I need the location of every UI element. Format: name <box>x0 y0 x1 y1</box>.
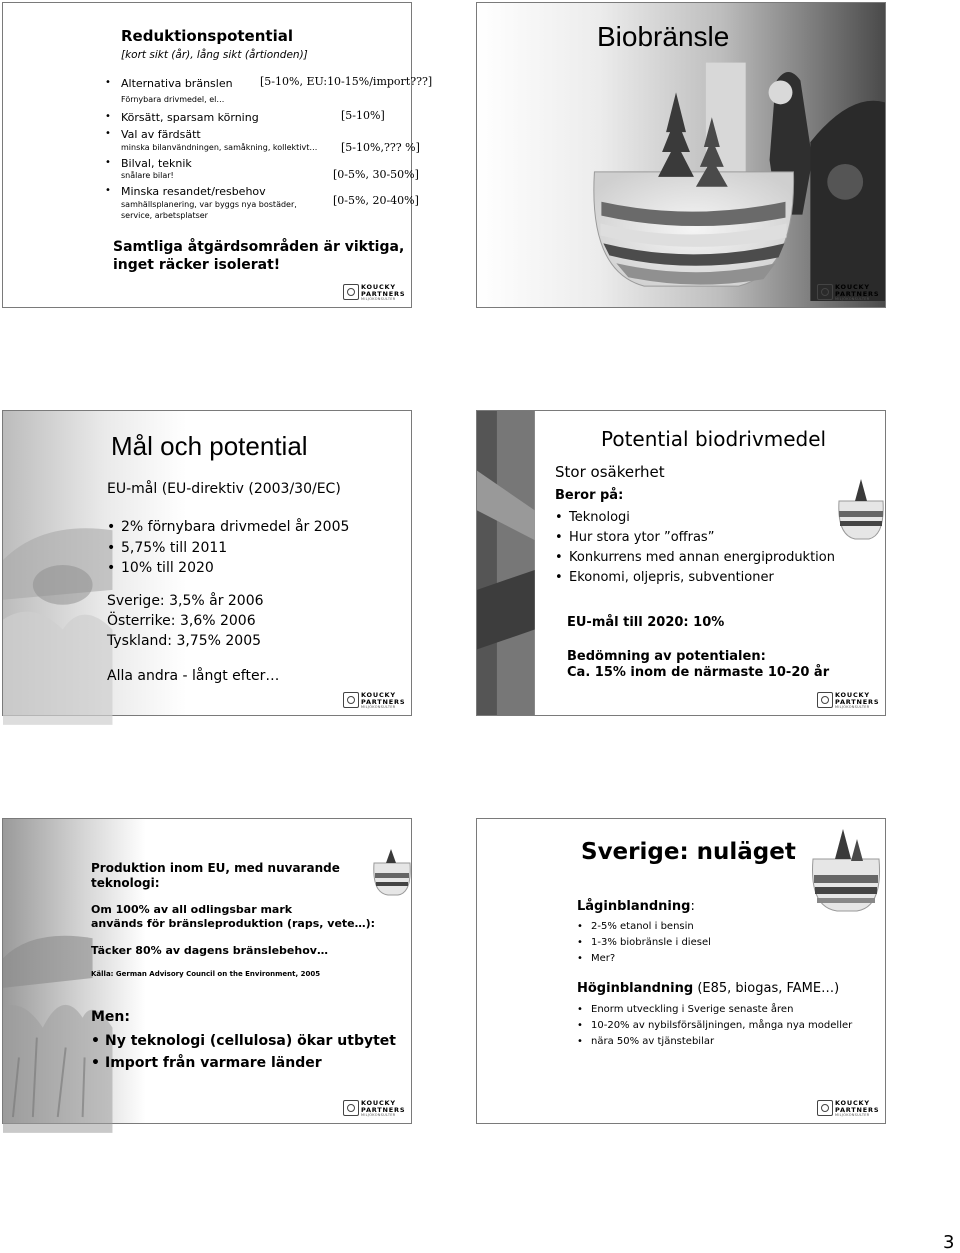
country-line: Österrike: 3,6% 2006 <box>107 613 256 629</box>
assessment-label: Bedömning av potentialen: <box>567 649 766 664</box>
logo-line-1: KOUCKY <box>361 691 396 699</box>
slide-sverige-nulaget <box>476 818 886 1124</box>
men-bullet: • Ny teknologi (cellulosa) ökar utbytet <box>91 1030 396 1052</box>
bullet-dot: • <box>105 111 111 122</box>
bullet-dot: • <box>105 185 111 196</box>
production-line-2: teknologi: <box>91 876 160 890</box>
item-label: Körsätt, sparsam körning <box>121 111 259 124</box>
item-note: samhällsplanering, var byggs nya bostäder, <box>121 200 297 209</box>
jar-thumbnail-image <box>835 471 887 541</box>
logo-line-2: PARTNERS <box>835 290 880 298</box>
low-blend-item: • Mer? <box>577 951 711 967</box>
source-line: Källa: German Advisory Council on the Environment, 2005 <box>91 970 321 978</box>
slide-potential-biodrivmedel <box>476 410 886 716</box>
slide-biobransle <box>476 2 886 308</box>
high-blend-list <box>577 1002 852 1050</box>
logo-line-2: PARTNERS <box>361 1106 406 1114</box>
koucky-logo <box>817 691 880 709</box>
logo-line-2: PARTNERS <box>361 290 406 298</box>
low-blend-heading <box>577 899 695 914</box>
men-bullet-list <box>91 1030 396 1074</box>
bullet-dot: • <box>105 77 111 88</box>
low-blend-colon: : <box>690 899 695 914</box>
slide-title: Biobränsle <box>597 21 730 52</box>
assessment-value: Ca. 15% inom de närmaste 10-20 år <box>567 665 830 680</box>
logo-line-3: MILJÖKONSULTER <box>835 1113 870 1117</box>
item-note: Förnybara drivmedel, el… <box>121 95 225 104</box>
item-label: Alternativa bränslen <box>121 77 233 90</box>
logo-line-2: PARTNERS <box>835 698 880 706</box>
production-line-1: Produktion inom EU, med nuvarande <box>91 861 340 875</box>
logo-mark-icon <box>343 284 359 300</box>
item-value: [5-10%] <box>341 109 385 122</box>
koucky-logo <box>343 283 406 301</box>
item-value: [5-10%, EU:10-15%/import???] <box>260 75 433 88</box>
goal-bullet: • 5,75% till 2011 <box>107 538 349 559</box>
logo-mark-icon <box>817 692 833 708</box>
slide-produktion-eu <box>2 818 412 1124</box>
high-blend-item: • nära 50% av tjänstebilar <box>577 1034 852 1050</box>
conclusion-line-1: Samtliga åtgärdsområden är viktiga, <box>113 239 405 255</box>
jar-thumbnail-image <box>807 823 885 913</box>
logo-line-1: KOUCKY <box>835 1099 870 1107</box>
page-number: 3 <box>943 1232 955 1253</box>
heading: Stor osäkerhet <box>555 463 665 481</box>
factor-bullet: • Teknologi <box>555 508 835 528</box>
low-blend-item: • 2-5% etanol i bensin <box>577 919 711 935</box>
logo-mark-icon <box>343 1100 359 1116</box>
high-blend-heading <box>577 981 839 996</box>
factor-bullet: • Konkurrens med annan energiproduktion <box>555 548 835 568</box>
goal-bullet: • 10% till 2020 <box>107 558 349 579</box>
slide-title: Reduktionspotential <box>121 27 293 45</box>
eu-goal-lead: EU-mål (EU-direktiv (2003/30/EC) <box>107 481 341 497</box>
slide-mal-och-potential <box>2 410 412 716</box>
goal-bullet-list <box>107 517 349 579</box>
high-blend-item: • 10-20% av nybilsförsäljningen, många nya modeller <box>577 1018 852 1034</box>
bullet-dot: • <box>105 157 111 168</box>
item-note-2: service, arbetsplatser <box>121 211 208 220</box>
bullet-dot: • <box>105 128 111 139</box>
farmland-line-2: används för bränsleproduktion (raps, vete…): <box>91 917 376 930</box>
koucky-logo <box>817 283 880 301</box>
koucky-logo <box>343 1099 406 1117</box>
item-value: [0-5%, 30-50%] <box>333 168 419 181</box>
coverage-line: Täcker 80% av dagens bränslebehov… <box>91 944 328 957</box>
country-line: Tyskland: 3,75% 2005 <box>107 633 262 649</box>
subheading: Beror på: <box>555 488 624 503</box>
high-blend-item: • Enorm utveckling i Sverige senaste åren <box>577 1002 852 1018</box>
logo-line-3: MILJÖKONSULTER <box>361 1113 396 1117</box>
logo-line-2: PARTNERS <box>361 698 406 706</box>
logo-line-1: KOUCKY <box>361 283 396 291</box>
men-bullet: • Import från varmare länder <box>91 1052 396 1074</box>
slide-reduktionspotential <box>2 2 433 308</box>
slide-title: Potential biodrivmedel <box>601 427 827 451</box>
jar-thumbnail-image <box>371 849 413 897</box>
low-blend-list <box>577 919 711 967</box>
item-label: Minska resandet/resbehov <box>121 185 266 198</box>
high-blend-label: Höginblandning <box>577 981 694 996</box>
slide-title: Mål och potential <box>111 431 308 461</box>
logo-line-3: MILJÖKONSULTER <box>361 705 396 709</box>
logo-line-1: KOUCKY <box>835 283 870 291</box>
low-blend-item: • 1-3% biobränsle i diesel <box>577 935 711 951</box>
men-label: Men: <box>91 1009 130 1025</box>
eu-goal-2020: EU-mål till 2020: 10% <box>567 615 725 630</box>
logo-mark-icon <box>817 284 833 300</box>
goal-bullet: • 2% förnybara drivmedel år 2005 <box>107 517 349 538</box>
factor-bullet-list <box>555 508 835 588</box>
logo-line-1: KOUCKY <box>835 691 870 699</box>
low-blend-label: Låginblandning <box>577 899 691 914</box>
item-label: Val av färdsätt <box>121 128 201 141</box>
logo-line-2: PARTNERS <box>835 1106 880 1114</box>
logo-line-3: MILJÖKONSULTER <box>835 705 870 709</box>
item-note: snålare bilar! <box>121 171 174 180</box>
logo-mark-icon <box>817 1100 833 1116</box>
logo-line-3: MILJÖKONSULTER <box>835 297 870 301</box>
conclusion-line-2: inget räcker isolerat! <box>113 257 281 273</box>
koucky-logo <box>817 1099 880 1117</box>
item-value: [5-10%,??? %] <box>341 141 420 154</box>
logo-mark-icon <box>343 692 359 708</box>
farmland-line-1: Om 100% av all odlingsbar mark <box>91 903 293 916</box>
factor-bullet: • Hur stora ytor ”offras” <box>555 528 835 548</box>
country-line: Sverige: 3,5% år 2006 <box>107 593 264 609</box>
item-note: minska bilanvändningen, samåkning, kollektivt… <box>121 143 318 152</box>
logo-line-1: KOUCKY <box>361 1099 396 1107</box>
closing-line: Alla andra - långt efter… <box>107 668 280 684</box>
factor-bullet: • Ekonomi, oljepris, subventioner <box>555 568 835 588</box>
high-blend-detail: (E85, biogas, FAME…) <box>693 981 840 996</box>
slide-title: Sverige: nuläget <box>581 839 796 865</box>
item-label: Bilval, teknik <box>121 157 192 170</box>
koucky-logo <box>343 691 406 709</box>
logo-line-3: MILJÖKONSULTER <box>361 297 396 301</box>
item-value: [0-5%, 20-40%] <box>333 194 419 207</box>
slide-subtitle: [kort sikt (år), lång sikt (årtionden)] <box>121 49 308 61</box>
